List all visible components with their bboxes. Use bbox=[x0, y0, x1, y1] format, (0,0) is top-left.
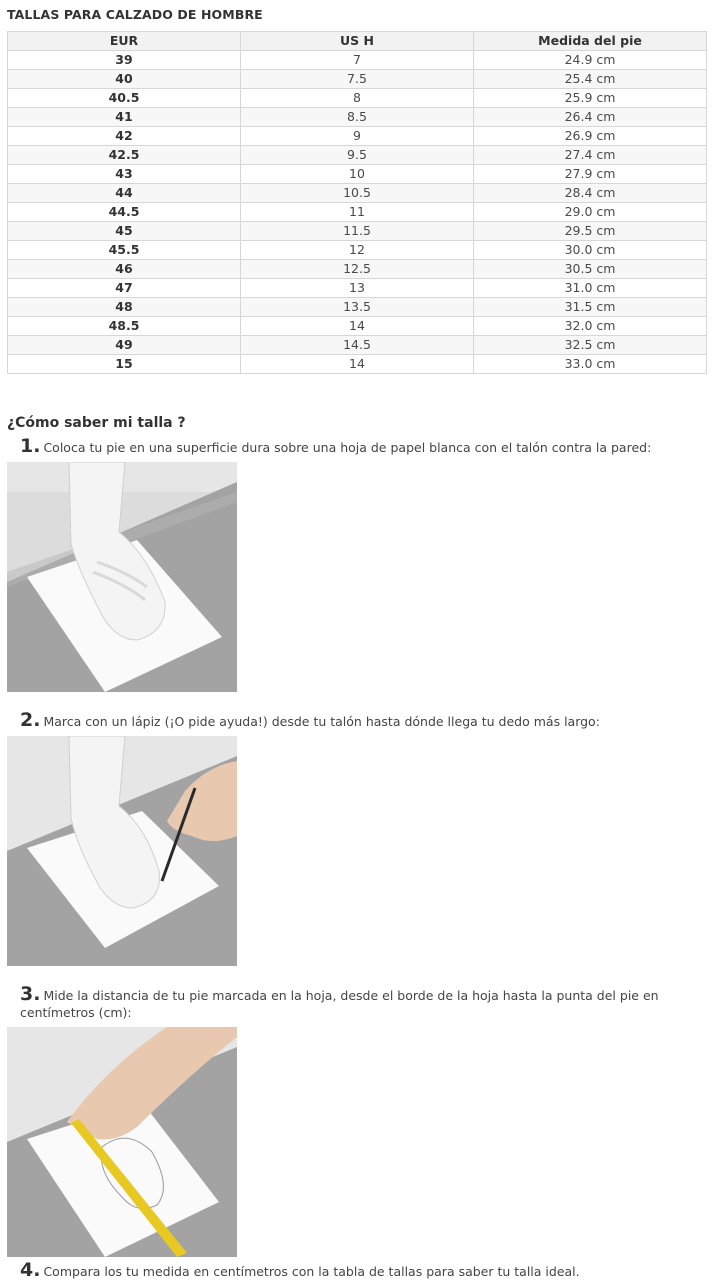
size-table-row bbox=[8, 184, 707, 203]
cell-us: 9.5 bbox=[241, 146, 474, 165]
size-table-row bbox=[8, 279, 707, 298]
size-table-row bbox=[8, 203, 707, 222]
cell-eur: 40 bbox=[8, 70, 241, 89]
step-4 bbox=[20, 1259, 680, 1281]
cell-eur: 42.5 bbox=[8, 146, 241, 165]
size-table-row bbox=[8, 298, 707, 317]
size-table-row bbox=[8, 51, 707, 70]
cell-foot-length: 31.5 cm bbox=[474, 298, 707, 317]
size-table-row bbox=[8, 260, 707, 279]
cell-us: 12.5 bbox=[241, 260, 474, 279]
header-foot-length: Medida del pie bbox=[474, 32, 707, 51]
cell-foot-length: 33.0 cm bbox=[474, 355, 707, 374]
size-table bbox=[7, 31, 707, 374]
cell-foot-length: 30.5 cm bbox=[474, 260, 707, 279]
size-table-row bbox=[8, 241, 707, 260]
size-table-row bbox=[8, 336, 707, 355]
step-3-text: Mide la distancia de tu pie marcada en la hoja, desde el borde de la hoja hasta la punta del pie en centímetros (cm): bbox=[20, 988, 659, 1020]
header-us: US H bbox=[241, 32, 474, 51]
cell-foot-length: 29.5 cm bbox=[474, 222, 707, 241]
cell-eur: 48 bbox=[8, 298, 241, 317]
step-2-photo-marking-with-pencil bbox=[7, 736, 237, 966]
step-2-number: 2. bbox=[20, 709, 41, 731]
step-1-number: 1. bbox=[20, 435, 41, 457]
howto-title: ¿Cómo saber mi talla ? bbox=[7, 415, 186, 431]
size-table-row bbox=[8, 222, 707, 241]
cell-us: 10.5 bbox=[241, 184, 474, 203]
step-2 bbox=[20, 709, 680, 731]
size-table-row bbox=[8, 89, 707, 108]
cell-foot-length: 24.9 cm bbox=[474, 51, 707, 70]
cell-eur: 48.5 bbox=[8, 317, 241, 336]
cell-eur: 44 bbox=[8, 184, 241, 203]
cell-us: 7 bbox=[241, 51, 474, 70]
cell-us: 11.5 bbox=[241, 222, 474, 241]
cell-us: 12 bbox=[241, 241, 474, 260]
cell-us: 14.5 bbox=[241, 336, 474, 355]
cell-foot-length: 28.4 cm bbox=[474, 184, 707, 203]
cell-us: 11 bbox=[241, 203, 474, 222]
cell-eur: 44.5 bbox=[8, 203, 241, 222]
cell-eur: 42 bbox=[8, 127, 241, 146]
step-3 bbox=[20, 983, 680, 1021]
size-table-title: TALLAS PARA CALZADO DE HOMBRE bbox=[7, 7, 263, 22]
step-1-text: Coloca tu pie en una superficie dura sobre una hoja de papel blanca con el talón contra la pared: bbox=[43, 440, 652, 455]
size-table-row bbox=[8, 70, 707, 89]
cell-foot-length: 29.0 cm bbox=[474, 203, 707, 222]
cell-eur: 45 bbox=[8, 222, 241, 241]
step-3-number: 3. bbox=[20, 983, 41, 1005]
step-4-text: Compara los tu medida en centímetros con la tabla de tallas para saber tu talla ideal. bbox=[43, 1264, 580, 1279]
size-table-header-row bbox=[8, 32, 707, 51]
cell-foot-length: 27.9 cm bbox=[474, 165, 707, 184]
size-table-row bbox=[8, 165, 707, 184]
cell-us: 13 bbox=[241, 279, 474, 298]
step-2-text: Marca con un lápiz (¡O pide ayuda!) desde tu talón hasta dónde llega tu dedo más largo: bbox=[43, 714, 600, 729]
cell-us: 10 bbox=[241, 165, 474, 184]
step-4-number: 4. bbox=[20, 1259, 41, 1281]
cell-foot-length: 31.0 cm bbox=[474, 279, 707, 298]
step-3-photo-measuring-tape bbox=[7, 1027, 237, 1257]
cell-us: 7.5 bbox=[241, 70, 474, 89]
cell-us: 9 bbox=[241, 127, 474, 146]
cell-foot-length: 26.9 cm bbox=[474, 127, 707, 146]
size-table-row bbox=[8, 355, 707, 374]
cell-eur: 47 bbox=[8, 279, 241, 298]
cell-eur: 46 bbox=[8, 260, 241, 279]
cell-eur: 39 bbox=[8, 51, 241, 70]
cell-foot-length: 26.4 cm bbox=[474, 108, 707, 127]
cell-us: 14 bbox=[241, 317, 474, 336]
cell-eur: 49 bbox=[8, 336, 241, 355]
cell-foot-length: 25.9 cm bbox=[474, 89, 707, 108]
cell-eur: 15 bbox=[8, 355, 241, 374]
cell-us: 13.5 bbox=[241, 298, 474, 317]
cell-foot-length: 30.0 cm bbox=[474, 241, 707, 260]
cell-foot-length: 32.5 cm bbox=[474, 336, 707, 355]
size-table-row bbox=[8, 108, 707, 127]
cell-foot-length: 25.4 cm bbox=[474, 70, 707, 89]
size-table-row bbox=[8, 317, 707, 336]
size-table-row bbox=[8, 127, 707, 146]
header-eur: EUR bbox=[8, 32, 241, 51]
cell-eur: 43 bbox=[8, 165, 241, 184]
cell-eur: 45.5 bbox=[8, 241, 241, 260]
cell-us: 14 bbox=[241, 355, 474, 374]
size-table-row bbox=[8, 146, 707, 165]
cell-foot-length: 32.0 cm bbox=[474, 317, 707, 336]
cell-eur: 40.5 bbox=[8, 89, 241, 108]
step-1-photo-foot-on-paper bbox=[7, 462, 237, 692]
cell-us: 8.5 bbox=[241, 108, 474, 127]
cell-us: 8 bbox=[241, 89, 474, 108]
step-1 bbox=[20, 435, 680, 457]
cell-foot-length: 27.4 cm bbox=[474, 146, 707, 165]
cell-eur: 41 bbox=[8, 108, 241, 127]
